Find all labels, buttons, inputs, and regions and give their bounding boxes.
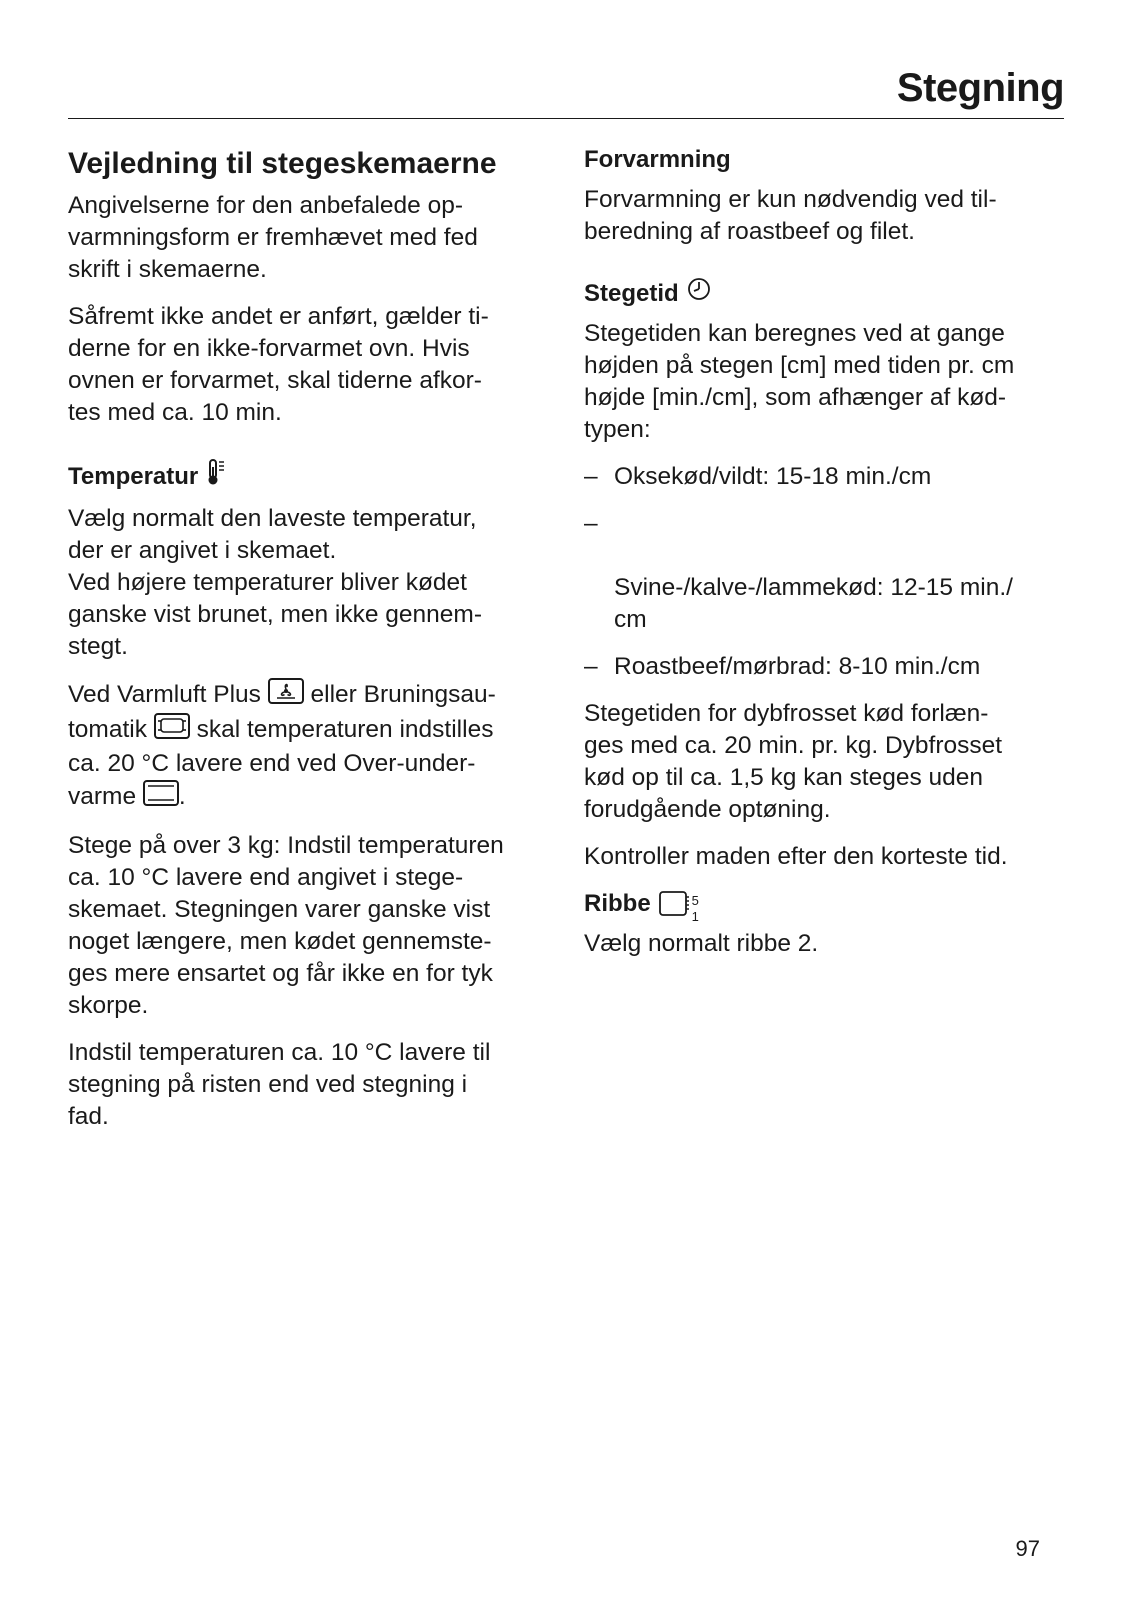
roasting-time-heading xyxy=(584,277,1074,310)
top-bottom-heat-icon xyxy=(143,780,179,815)
rack-level-icon xyxy=(659,889,703,924)
list-dash: – xyxy=(584,463,598,490)
right-column xyxy=(584,140,1074,975)
paragraph-frozen-meat: Stegetiden for dybfrosset kød forlæn- ges med ca. 20 min. pr. kg. Dybfrosset kød op til ca. 1,5 kg kan steges uden forudgående optøning. xyxy=(584,700,1003,823)
text-fragment: skal temperaturen indstilles ca. 20 °C lavere end ved Over-under- varme xyxy=(68,715,494,810)
clock-icon xyxy=(687,277,711,310)
paragraph-intro: Angivelserne for den anbefalede op- varmningsform er fremhævet med fed skrift i skemaerne. xyxy=(68,192,478,283)
rack-top-number: 5 xyxy=(691,893,699,908)
list-item-text: Roastbeef/mørbrad: 8-10 min./cm xyxy=(614,653,981,680)
left-column xyxy=(68,140,558,1148)
temperature-heading xyxy=(68,458,558,495)
auto-roast-icon xyxy=(154,713,190,748)
paragraph-preheat-note: Såfremt ikke andet er anført, gælder ti- derne for en ikke-forvarmet ovn. Hvis ovnen er forvarmet, skal tiderne afkor- tes med ca. 10 min. xyxy=(68,303,489,426)
fan-plus-icon xyxy=(268,678,304,713)
rack-heading-label: Ribbe xyxy=(584,890,651,917)
preheat-heading-label: Forvarmning xyxy=(584,146,731,173)
list-dash: – xyxy=(584,653,598,680)
paragraph-fan-modes xyxy=(68,678,558,815)
paragraph-roasting-time: Stegetiden kan beregnes ved at gange højden på stegen [cm] med tiden pr. cm højde [min./cm], som afhænger af kød- typen: xyxy=(584,320,1015,443)
paragraph-check-food: Kontroller maden efter den korteste tid. xyxy=(584,843,1008,870)
section-heading: Vejledning til stegeskemaerne xyxy=(68,147,497,180)
paragraph-rack-roasting: Indstil temperaturen ca. 10 °C lavere til stegning på risten end ved stegning i fad. xyxy=(68,1039,491,1130)
list-item xyxy=(584,461,1074,493)
page-title: Stegning xyxy=(896,66,1064,110)
page-number: 97 xyxy=(1015,1536,1040,1561)
thermometer-icon xyxy=(204,458,228,495)
roasting-time-heading-label: Stegetid xyxy=(584,279,679,307)
paragraph-preheat: Forvarmning er kun nødvendig ved til- beredning af roastbeef og filet. xyxy=(584,186,997,245)
list-item xyxy=(584,651,1074,683)
text-fragment: . xyxy=(178,782,186,810)
rack-bottom-number: 1 xyxy=(691,909,699,924)
text-fragment: Ved Varmluft Plus xyxy=(68,680,268,708)
list-item xyxy=(584,508,1074,636)
header-divider xyxy=(68,118,1064,119)
paragraph-temperature: Vælg normalt den laveste temperatur, der er angivet i skemaet. Ved højere temperaturer bliver kødet ganske vist brunet, men ikke gennem- stegt. xyxy=(68,505,482,660)
text-fragment: eller Bruningsau- tomatik xyxy=(68,680,496,743)
preheat-heading xyxy=(584,144,1074,176)
temperature-heading-label: Temperatur xyxy=(68,462,199,490)
rack-heading xyxy=(584,888,1074,924)
list-dash: – xyxy=(584,510,598,537)
paragraph-large-roast: Stege på over 3 kg: Indstil temperaturen ca. 10 °C lavere end angivet i stege- skemaet. Stegningen varer ganske vist noget længere, men kødet gennemste- ges mere ensartet og får ikke en for tyk skorpe. xyxy=(68,832,504,1019)
paragraph-rack: Vælg normalt ribbe 2. xyxy=(584,930,819,957)
list-item-text: Oksekød/vildt: 15-18 min./cm xyxy=(614,463,932,490)
list-item-text: Svine-/kalve-/lammekød: 12-15 min./ cm xyxy=(614,574,1013,633)
